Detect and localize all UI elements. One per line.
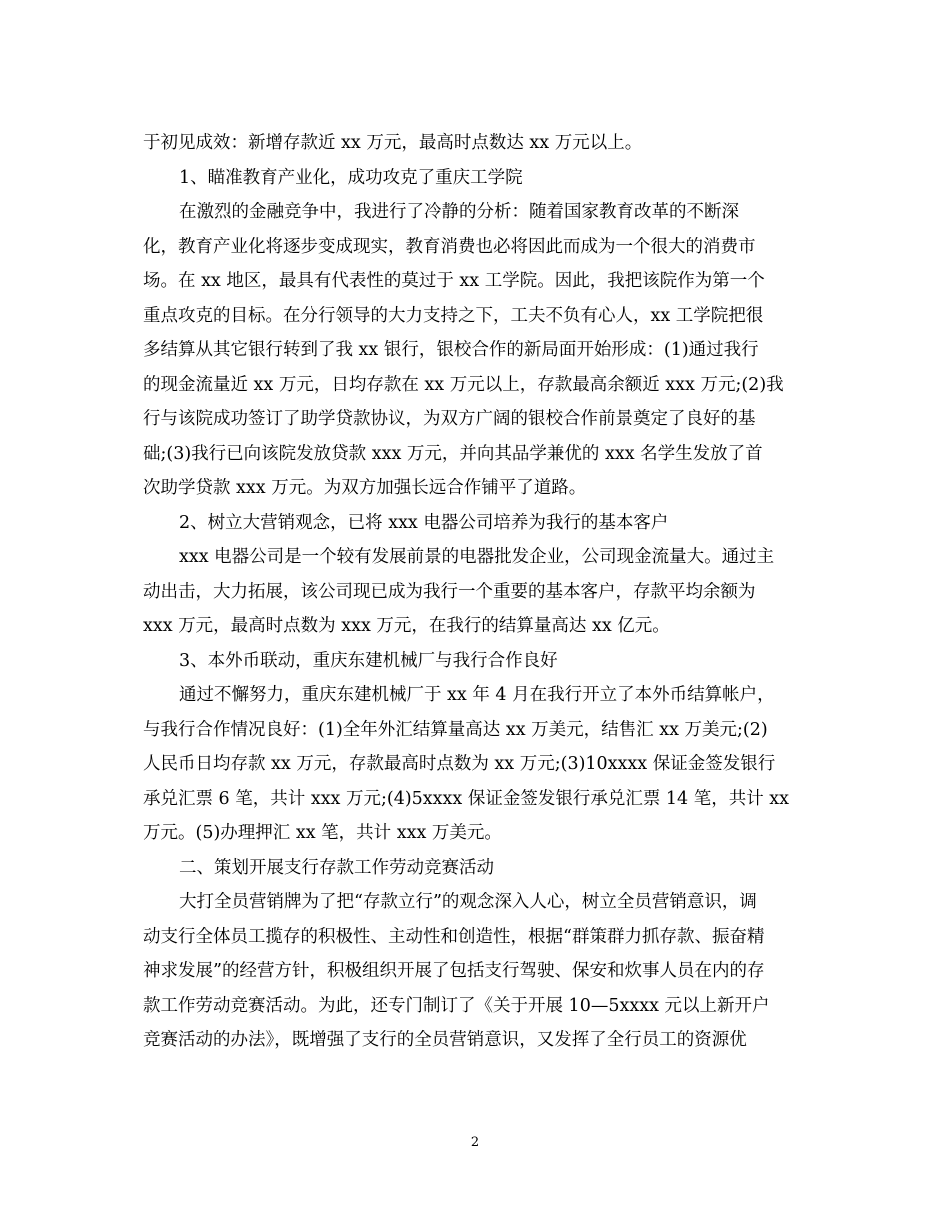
text-line: 化，教育产业化将逐步变成现实，教育消费也必将因此而成为一个很大的消费市 [143,236,756,257]
section-heading: 二、策划开展支行存款工作劳动竞赛活动 [179,857,494,878]
body-text [143,126,813,1058]
section-heading: 2、树立大营销观念，已将 xxx 电器公司培养为我行的基本客户 [179,512,669,533]
text-line: 大打全员营销牌为了把“存款立行”的观念深入人心，树立全员营销意识，调 [179,892,757,912]
text-line: 行与该院成功签订了助学贷款协议，为双方广阔的银校合作前景奠定了良好的基 [143,409,756,429]
text-line: 竞赛活动的办法》，既增强了支行的全员营销意识，又发挥了全行员工的资源优 [143,1030,747,1050]
section-heading: 1、瞄准教育产业化，成功攻克了重庆工学院 [179,167,523,188]
text-line: 础;(3)我行已向该院发放贷款 xxx 万元，并向其品学兼优的 xxx 名学生发放了首 [143,443,763,464]
text-line: 于初见成效：新增存款近 xx 万元，最高时点数达 xx 万元以上。 [143,133,643,153]
text-line: 多结算从其它银行转到了我 xx 银行，银校合作的新局面开始形成：(1)通过我行 [143,340,759,360]
text-line: 万元。(5)办理押汇 xx 笔，共计 xxx 万美元。 [143,823,502,843]
text-line: xxx 万元，最高时点数为 xxx 万元，在我行的结算量高达 xx 亿元。 [143,616,670,636]
text-line: 场。在 xx 地区，最具有代表性的莫过于 xx 工学院。因此，我把该院作为第一个 [143,271,765,291]
text-line: 在激烈的金融竞争中，我进行了冷静的分析：随着国家教育改革的不断深 [179,202,739,222]
text-line: 承兑汇票 6 笔，共计 xxx 万元;(4)5xxxx 保证金签发银行承兑汇票 14 笔，共计 xx [143,788,790,809]
text-line: 通过不懈努力，重庆东建机械厂于 xx 年 4 月在我行开立了本外币结算帐户， [179,685,775,705]
text-line: xxx 电器公司是一个较有发展前景的电器批发企业，公司现金流量大。通过主 [179,547,775,567]
text-line: 神求发展”的经营方针，积极组织开展了包括支行驾驶、保安和炊事人员在内的存 [143,961,765,981]
section-heading: 3、本外币联动，重庆东建机械厂与我行合作良好 [179,650,558,671]
page-number: 2 [470,1135,480,1150]
text-line: 动出击，大力拓展，该公司现已成为我行一个重要的基本客户，存款平均余额为 [143,581,756,602]
text-line: 次助学贷款 xxx 万元。为双方加强长远合作铺平了道路。 [143,478,587,498]
text-line: 的现金流量近 xx 万元，日均存款在 xx 万元以上，存款最高余额近 xxx 万元;(2)我 [143,374,784,395]
text-line: 动支行全体员工揽存的积极性、主动性和创造性，根据“群策群力抓存款、振奋精 [143,926,765,947]
text-line: 款工作劳动竞赛活动。为此，还专门制订了《关于开展 10—5xxxx 元以上新开户 [143,995,770,1016]
text-line: 人民币日均存款 xx 万元，存款最高时点数为 xx 万元;(3)10xxxx 保证金签发银行 [143,754,776,774]
text-line: 重点攻克的目标。在分行领导的大力支持之下，工夫不负有心人，xx 工学院把很 [143,305,764,326]
text-line: 与我行合作情况良好：(1)全年外汇结算量高达 xx 万美元，结售汇 xx 万美元;(2) [143,719,768,740]
